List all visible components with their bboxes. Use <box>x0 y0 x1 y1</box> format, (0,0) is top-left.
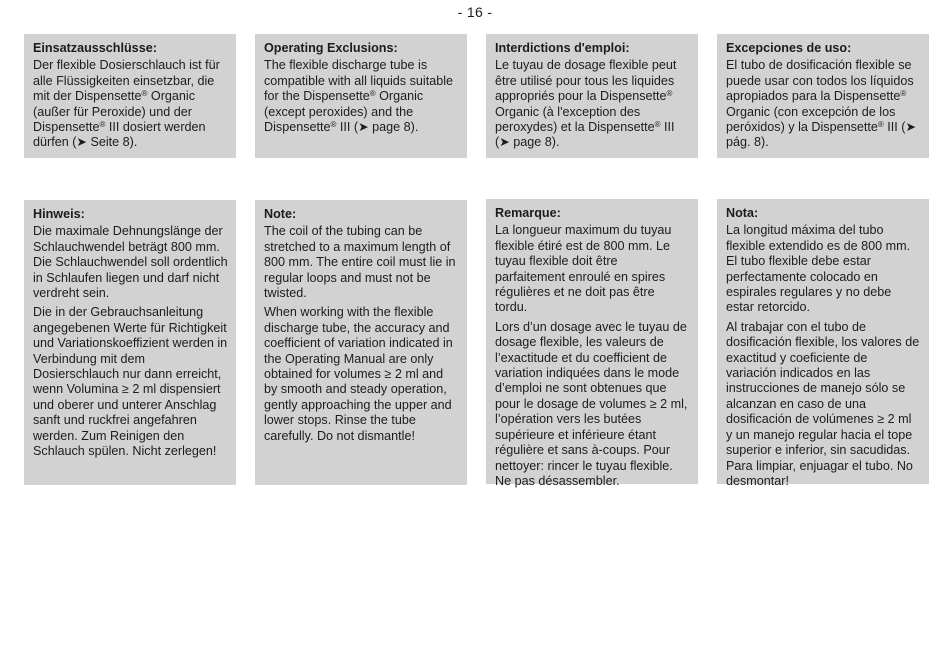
exclusions-text-es: El tubo de dosificación flexible se puede usar con todos los líquidos apropiados para la Dispensette® Organic (con excepción de los peróxidos) y la Dispensette® III (➤ pág. 8). <box>726 58 917 150</box>
exclusions-text-en: The flexible discharge tube is compatible with all liquids suitable for the Dispensette® Organic (except peroxides) and the Dispensette® III (➤ page 8). <box>264 58 454 135</box>
note-paragraph-1-en: The coil of the tubing can be stretched to a maximum length of 800 mm. The entire coil must lie in regular loops and must not be twisted. <box>264 224 456 301</box>
exclusions-title-es: Excepciones de uso: <box>726 41 852 55</box>
note-paragraph-2-es: Al trabajar con el tubo de dosificación flexible, los valores de exactitud y coeficiente de variación indicados en las instrucciones de manejo sólo se alcanzan en caso de una dosificación de volúmenes ≥ 2 ml y un manejo regular hacia el tope superior e inferior, sin sacudidas. Para limpiar, enjuagar el tubo. No desmontar! <box>726 319 920 488</box>
exclusions-box-fr <box>486 34 698 158</box>
note-paragraph-1-es: La longitud máxima del tubo flexible extendido es de 800 mm. El tubo flexible debe estar perfectamente colocado en espirales regulares y no debe estar retorcido. <box>726 223 911 315</box>
registered-mark: ® <box>141 89 148 99</box>
registered-mark: ® <box>99 120 106 130</box>
exclusions-text-fr: Le tuyau de dosage flexible peut être utilisé pour tous les liquides appropriés pour la Dispensette® Organic (à l'exception des peroxydes) et la Dispensette® III (➤ page 8). <box>495 58 677 150</box>
registered-mark: ® <box>666 89 673 99</box>
note-paragraph-2-fr: Lors d’un dosage avec le tuyau de dosage flexible, les valeurs de l’exactitude et du coefficient de variation indiquées dans le mode d’emploi ne sont obtenues que pour le dosage de volumes ≥ 2 ml, l’opération vers les butées supérieure et inférieure étant régulière et sans à-coups. Pour nettoyer: rincer le tuyau flexible. Ne pas désassembler. <box>495 319 688 488</box>
registered-mark: ® <box>654 120 661 130</box>
registered-mark: ® <box>330 120 337 130</box>
exclusions-box-es <box>717 34 929 158</box>
note-paragraph-2-en: When working with the flexible discharge tube, the accuracy and coefficient of variation indicated in the Operating Manual are only obtained for volumes ≥ 2 ml and by smooth and steady operation, gently approaching the upper and lower stops. Rinse the tube carefully. Do not dismantle! <box>264 305 453 443</box>
note-paragraph-2-de: Die in der Gebrauchsanleitung angegebenen Werte für Richtigkeit und Variationskoeffizient werden in Verbindung mit dem Dosierschlauch nur dann erreicht, wenn Volumina ≥ 2 ml dispensiert und oberer und unterer Anschlag sanft und ruckfrei angefahren werden. Zum Reinigen den Schlauch spülen. Nicht zerlegen! <box>33 305 228 459</box>
exclusions-text-de: Der flexible Dosierschlauch ist für alle Flüssigkeiten einsetzbar, die mit der Dispensette® Organic (außer für Peroxide) und der Dispensette® III dosiert werden dürfen (➤ Seite 8). <box>33 58 220 150</box>
exclusions-box-en <box>255 34 467 158</box>
registered-mark: ® <box>900 89 907 99</box>
note-title-de: Hinweis: <box>33 207 85 221</box>
note-title-fr: Remarque: <box>495 206 561 220</box>
note-title-en: Note: <box>264 207 297 221</box>
note-box-es <box>717 199 929 488</box>
note-title-es: Nota: <box>726 206 759 220</box>
exclusions-title-de: Einsatzausschlüsse: <box>33 41 157 55</box>
note-box-de <box>24 200 236 485</box>
exclusions-box-de <box>24 34 236 158</box>
note-box-en <box>255 200 467 485</box>
note-box-fr <box>486 199 698 488</box>
exclusions-title-en: Operating Exclusions: <box>264 41 398 55</box>
note-paragraph-1-de: Die maximale Dehnungslänge der Schlauchwendel beträgt 800 mm. Die Schlauchwendel soll ordentlich in Schlaufen liegen und darf nicht verdreht sein. <box>33 224 228 301</box>
registered-mark: ® <box>877 120 884 130</box>
page-number: - 16 - <box>457 4 493 20</box>
registered-mark: ® <box>369 89 376 99</box>
exclusions-title-fr: Interdictions d'emploi: <box>495 41 630 55</box>
note-paragraph-1-fr: La longueur maximum du tuyau flexible étiré est de 800 mm. Le tuyau flexible doit être parfaitement enroulé en spires régulières et ne doit pas être tordu. <box>495 223 672 315</box>
